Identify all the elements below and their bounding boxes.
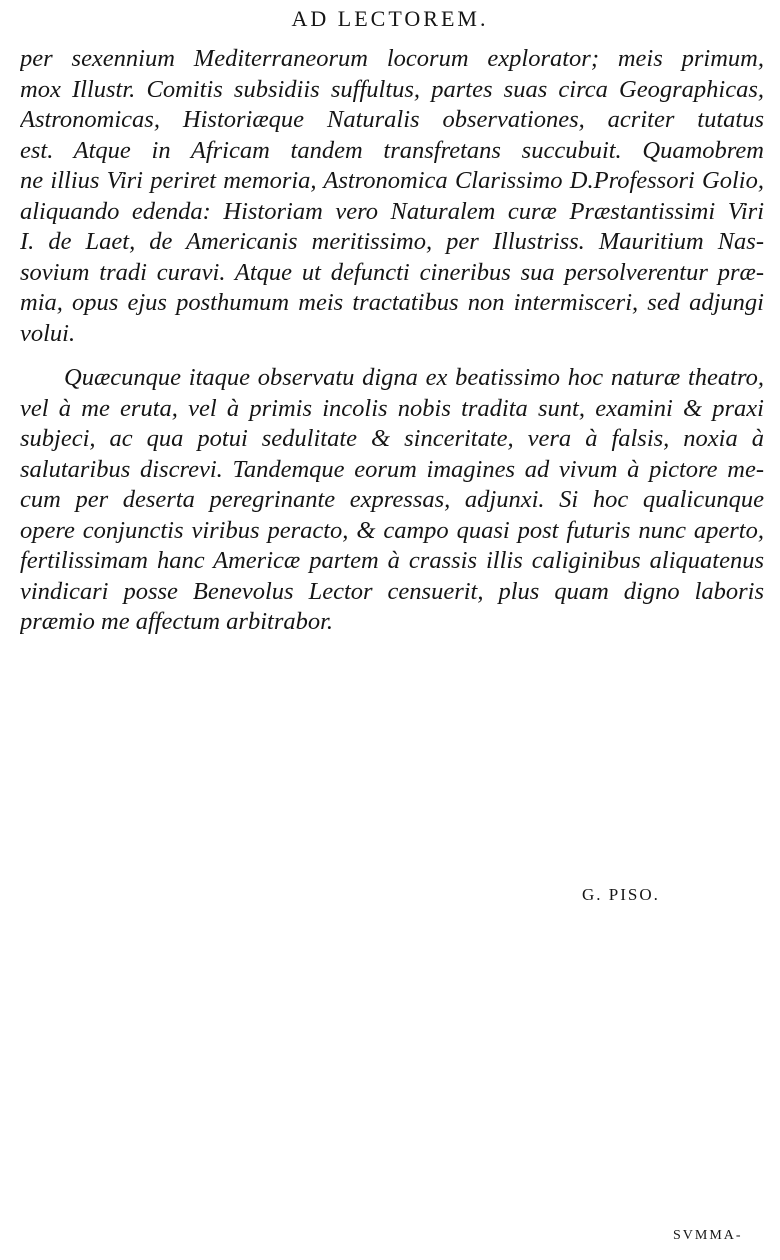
text-line: mia, opus ejus posthumum meis tractatibus non intermisceri, sed adjungi <box>20 289 764 316</box>
paragraph-1 <box>20 44 764 349</box>
text-line: salutaribus discrevi. Tandemque eorum imagines ad vivum à pictore me- <box>20 455 764 483</box>
text-line: volui. <box>20 319 76 347</box>
text-line: fertilissimam hanc Americæ partem à crassis illis caliginibus aliquatenus <box>20 547 764 574</box>
text-line: subjeci, ac qua potui sedulitate & sinceritate, vera à falsis, noxia à <box>20 425 764 452</box>
text-line: opere conjunctis viribus peracto, & campo quasi post futuris nunc aperto, <box>20 516 764 544</box>
text-line: per sexennium Mediterraneorum locorum explorator; meis primum, <box>20 45 764 72</box>
paragraph-gap <box>20 349 764 363</box>
text-line: est. Atque in Africam tandem transfretans succubuit. Quamobrem <box>20 136 764 164</box>
text-line: vindicari posse Benevolus Lector censuerit, plus quam digno laboris <box>20 577 764 605</box>
paragraph-2 <box>20 363 764 638</box>
author-signature: G. PISO. <box>582 885 660 904</box>
text-line: sovium tradi curavi. Atque ut defuncti cineribus sua persolverentur præ- <box>20 258 764 286</box>
text-line: ne illius Viri periret memoria, Astronomica Clarissimo D.Professori Golio, <box>20 167 764 194</box>
catchword: SVMMA- <box>673 1228 743 1243</box>
text-line: vel à me eruta, vel à primis incolis nobis tradita sunt, examini & praxi <box>20 394 764 422</box>
text-line: I. de Laet, de Americanis meritissimo, per Illustriss. Mauritium Nas- <box>20 228 764 255</box>
running-head: AD LECTOREM. <box>291 6 489 31</box>
text-line: præmio me affectum arbitrabor. <box>20 608 334 635</box>
text-line: Astronomicas, Historiæque Naturalis observationes, acriter tutatus <box>20 106 764 133</box>
text-line: aliquando edenda: Historiam vero Naturalem curæ Præstantissimi Viri <box>20 197 764 225</box>
text-line: cum per deserta peregrinante expressas, adjunxi. Si hoc qualicunque <box>20 486 764 513</box>
text-line: mox Illustr. Comitis subsidiis suffultus, partes suas circa Geographicas, <box>20 75 764 103</box>
text-line: Quæcunque itaque observatu digna ex beatissimo hoc naturæ theatro, <box>64 364 764 391</box>
body-text <box>20 44 764 638</box>
